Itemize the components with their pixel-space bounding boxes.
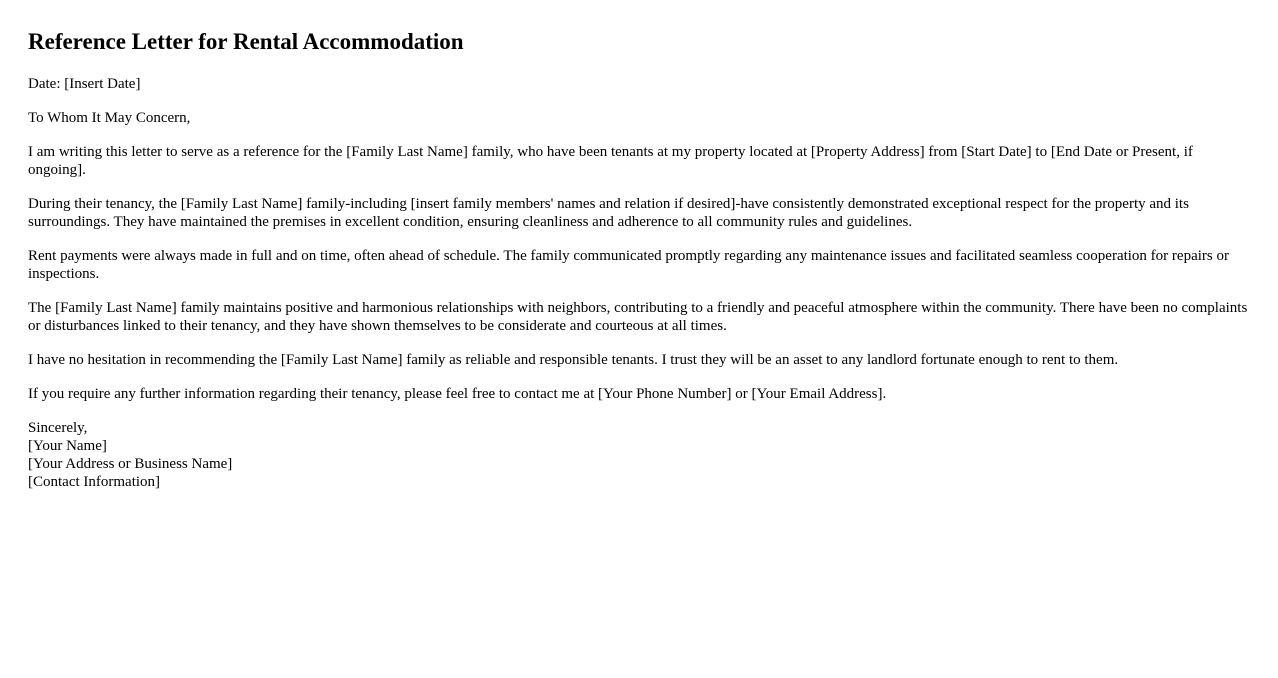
date-line: Date: [Insert Date] bbox=[28, 76, 141, 92]
paragraph-rent-payments: Rent payments were always made in full and on time, often ahead of schedule. The family communicated promptly regarding any maintenance issues and facilitated seamless cooperation for repairs or inspections. bbox=[28, 248, 1229, 282]
salutation: To Whom It May Concern, bbox=[28, 110, 191, 126]
paragraph-contact: If you require any further information regarding their tenancy, please feel free to contact me at [Your Phone Number] or [Your Email Address]. bbox=[28, 386, 887, 402]
paragraph-recommendation: I have no hesitation in recommending the [Family Last Name] family as reliable and responsible tenants. I trust they will be an asset to any landlord fortunate enough to rent to them. bbox=[28, 352, 1119, 368]
reference-letter bbox=[28, 28, 1250, 491]
signature-block bbox=[28, 419, 1250, 491]
paragraph-property-care: During their tenancy, the [Family Last Name] family-including [insert family members' names and relation if desired]-have consistently demonstrated exceptional respect for the property and its surroundings. They have maintained the premises in excellent condition, ensuring cleanliness and adherence to all community rules and guidelines. bbox=[28, 196, 1189, 230]
signer-name: [Your Name] bbox=[28, 438, 107, 454]
paragraph-neighbors: The [Family Last Name] family maintains positive and harmonious relationships with neighbors, contributing to a friendly and peaceful atmosphere within the community. There have been no complaints or disturbances linked to their tenancy, and they have shown themselves to be considerate and courteous at all times. bbox=[28, 300, 1248, 334]
paragraph-introduction: I am writing this letter to serve as a reference for the [Family Last Name] family, who have been tenants at my property located at [Property Address] from [Start Date] to [End Date or Present, if ongoing]. bbox=[28, 144, 1193, 178]
page-title: Reference Letter for Rental Accommodation bbox=[28, 29, 464, 54]
valediction: Sincerely, bbox=[28, 420, 88, 436]
signer-contact: [Contact Information] bbox=[28, 474, 161, 490]
signer-address: [Your Address or Business Name] bbox=[28, 456, 233, 472]
